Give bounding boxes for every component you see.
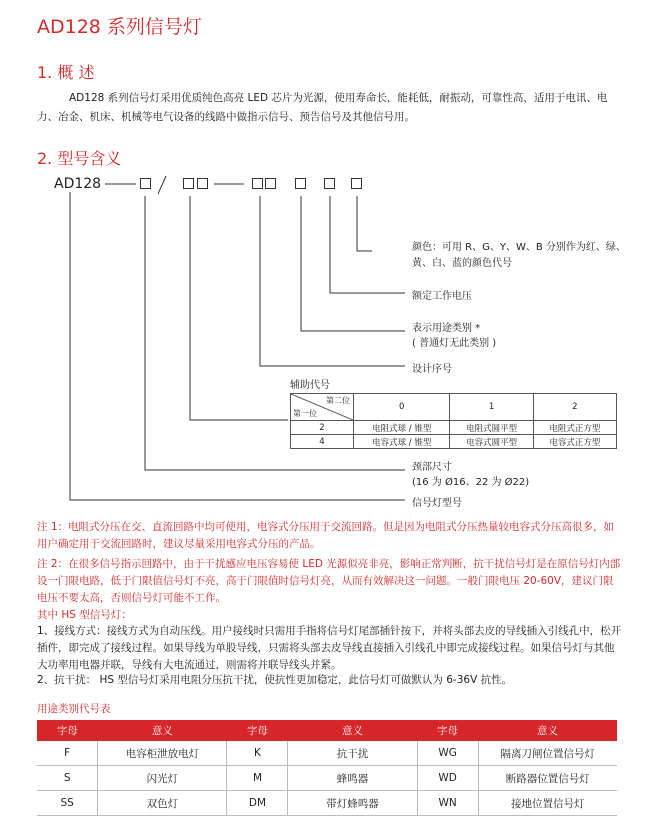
aux-col-header: 1 — [450, 394, 533, 421]
aux-first-label: 第一位 — [293, 409, 317, 418]
usage-code-table — [37, 720, 617, 816]
usage-cell: 闪光灯 — [98, 766, 227, 791]
hs-wiring: 1、接线方式：接线方式为自动压线。用户接线时只需用手指将信号灯尾部插针按下，并将头部去皮的导线插入引线孔中，松开插件，即完成了接线过程。如果导线为单股导线，只需将头部去皮导线直接插入引线孔中即完成接线过程。如果信号灯与其他大功率用电器并联，导线有大电流通过，则需将并联导线头并紧。 — [37, 625, 622, 671]
usage-cell: F — [37, 741, 98, 766]
aux-cell: 电容式圆平型 — [450, 435, 533, 449]
section-model-heading: 2. 型号含义 — [37, 149, 122, 168]
color-label: 颜色：可用 R、G、Y、W、B 分别作为红、绿、黄、白、蓝的颜色代号 — [412, 242, 626, 269]
aux-cell: 电阻式球 / 锥型 — [354, 421, 450, 435]
table-row — [37, 766, 617, 791]
code-box — [265, 178, 276, 189]
code-box — [197, 178, 208, 189]
aux-col-header: 2 — [533, 394, 616, 421]
usage-cell: 接地位置信号灯 — [478, 791, 617, 816]
aux-label: 辅助代号 — [290, 380, 330, 391]
hs-title: 其中 HS 型信号灯： — [37, 609, 132, 621]
page-title: AD128 系列信号灯 — [37, 16, 202, 38]
usage-cell: K — [227, 741, 288, 766]
note-1: 注 1：电阻式分压在交、直流回路中均可使用，电容式分压用于交流回路。但是因为电阻式分压热量较电容式分压高很多，如用户确定用于交流回路时，建议尽量采用电容式分压的产品。 — [37, 521, 615, 550]
usage-header: 字母 — [37, 720, 98, 741]
usage-label: 表示用途类别 * — [412, 323, 481, 334]
aux-second-label: 第二位 — [326, 396, 350, 405]
usage-cell: S — [37, 766, 98, 791]
usage-note: ( 普通灯无此类别 ) — [412, 338, 497, 349]
aux-row-code: 2 — [291, 421, 354, 435]
usage-cell: DM — [227, 791, 288, 816]
usage-header: 意义 — [98, 720, 227, 741]
usage-cell: SS — [37, 791, 98, 816]
usage-cell: WN — [417, 791, 478, 816]
type-label: 信号灯型号 — [412, 498, 462, 509]
usage-cell: WG — [417, 741, 478, 766]
code-box — [140, 178, 151, 189]
neck-note: (16 为 Ø16、22 为 Ø22) — [412, 477, 530, 488]
aux-code-table — [290, 393, 617, 449]
usage-cell: 电容柜泄放电灯 — [98, 741, 227, 766]
aux-row-code: 4 — [291, 435, 354, 449]
overview-text: AD128 系列信号灯采用优质纯色高亮 LED 芯片为光源，使用寿命长，能耗低，耐振动，可靠性高，适用于电讯、电力、冶金、机床、机械等电气设备的线路中做指示信号、预告信号及其他信号用。 — [37, 92, 608, 123]
aux-col-header: 0 — [354, 394, 450, 421]
code-box — [295, 178, 306, 189]
usage-cell: 抗干扰 — [288, 741, 417, 766]
aux-corner-cell — [291, 394, 354, 421]
usage-header: 字母 — [227, 720, 288, 741]
aux-cell: 电阻式圆平型 — [450, 421, 533, 435]
voltage-label: 额定工作电压 — [412, 291, 472, 302]
table-row — [37, 791, 617, 816]
table-row — [37, 741, 617, 766]
hs-anti-interference: 2、抗干扰： HS 型信号灯采用电阻分压抗干扰，使抗性更加稳定，此信号灯可做默认为 6-36V 抗性。 — [37, 674, 513, 686]
usage-header: 字母 — [417, 720, 478, 741]
aux-cell: 电容式正方型 — [533, 435, 616, 449]
usage-header: 意义 — [478, 720, 617, 741]
code-box — [183, 178, 194, 189]
design-label: 设计序号 — [412, 364, 452, 375]
usage-header: 意义 — [288, 720, 417, 741]
usage-cell: M — [227, 766, 288, 791]
code-box — [324, 178, 335, 189]
neck-label: 颈部尺寸 — [412, 462, 452, 473]
aux-cell: 电容式球 / 锥型 — [354, 435, 450, 449]
aux-cell: 电阻式正方型 — [533, 421, 616, 435]
usage-cell: WD — [417, 766, 478, 791]
usage-cell: 隔离刀闸位置信号灯 — [478, 741, 617, 766]
usage-cell: 蜂鸣器 — [288, 766, 417, 791]
code-box — [252, 178, 263, 189]
usage-cell: 断路器位置信号灯 — [478, 766, 617, 791]
usage-cell: 带灯蜂鸣器 — [288, 791, 417, 816]
model-code: AD128 — [54, 176, 102, 192]
note-2: 注 2：在很多信号指示回路中，由于干扰感应电压容易使 LED 光源似亮非亮，影响正常判断，抗干扰信号灯是在原信号灯内部设一门限电路，低于门限值信号灯不亮，高于门限值时信号灯亮，从而有效解决这一问题。一般门限电压 20-60V，建议门限电压不要太高，否则信号灯可能不工作。 — [37, 558, 621, 604]
section-overview-heading: 1. 概 述 — [37, 63, 95, 82]
code-box — [351, 178, 362, 189]
usage-table-title: 用途类别代号表 — [37, 703, 111, 715]
usage-cell: 双色灯 — [98, 791, 227, 816]
